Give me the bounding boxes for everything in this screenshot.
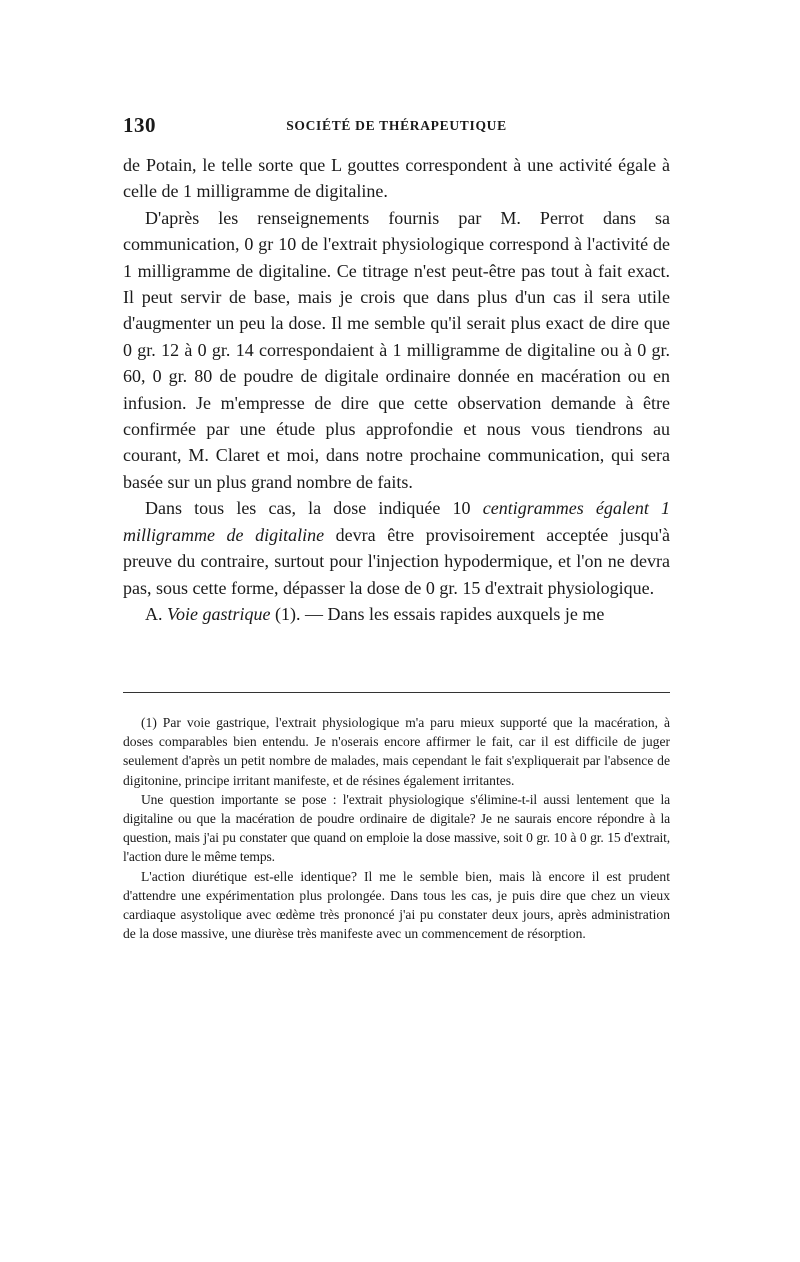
text-run: devra être provisoirement acceptée jusqu'à preuve du contraire, surtout pour l'injection hypodermique, et l'on ne devra pas, sous cette forme, dépasser la dose de 0 gr. 15 d'extrait physiologique.: [123, 524, 670, 598]
page-header: [123, 113, 670, 141]
paragraph: D'après les renseignements fournis par M. Perrot dans sa communication, 0 gr 10 de l'extrait physiologique correspond à l'activité de 1 milligramme de digitaline. Ce titrage n'est peut-être pas tout à fait exact. Il peut servir de base, mais je crois que dans plus d'un cas il sera utile d'augmenter un peu la dose. Il me semble qu'il serait plus exact de dire que 0 gr. 12 à 0 gr. 14 correspondaient à 1 milligramme de digitaline ou à 0 gr. 60, 0 gr. 80 de poudre de digitale ordinaire donnée en macération ou en infusion. Je m'empresse de dire que cette observation demande à être confirmée par une étude plus approfondie et nous vous tiendrons au courant, M. Claret et moi, dans notre prochaine communication, qui sera basée sur un plus grand nombre de faits.: [123, 207, 670, 492]
page-number: 130: [123, 113, 156, 137]
main-text: [123, 152, 670, 627]
footnote: L'action diurétique est-elle identique? Il me le semble bien, mais là encore il est prudent d'attendre une expérimentation plus prolongée. Dans tous les cas, je puis dire que chez un vieux cardiaque asystolique avec œdème très prononcé j'ai pu constater deux jours, après administration de la dose massive, une diurèse très manifeste avec un commencement de résorption.: [123, 868, 670, 942]
text-run: Dans tous les cas, la dose indiquée 10: [145, 498, 483, 519]
running-head: SOCIÉTÉ DE THÉRAPEUTIQUE: [286, 118, 507, 133]
footnote: Une question importante se pose : l'extrait physiologique s'élimine-t-il aussi lentement que la digitaline ou que la macération de poudre ordinaire de digitale? Je ne saurais encore répondre à la question, mais j'ai pu constater que quand on emploie la dose massive, soit 0 gr. 10 à 0 gr. 15 d'extrait, l'action dure le même temps.: [123, 791, 670, 865]
text-run: (1). — Dans les essais rapides auxquels je me: [270, 603, 605, 624]
footnote: (1) Par voie gastrique, l'extrait physiologique m'a paru mieux supporté que la macération, à doses comparables bien entendu. Je n'oserais encore affirmer le fait, car il est difficile de juger seulement d'après un petit nombre de malades, mais cependant le fait s'expliquerait par l'absence de digitonine, principe irritant manifeste, et de résines également irritantes.: [123, 715, 670, 788]
paragraph: de Potain, le telle sorte que L gouttes correspondent à une activité égale à celle de 1 milligramme de digitaline.: [123, 155, 670, 202]
footnote-divider: [123, 692, 670, 693]
section-paragraph: [123, 601, 670, 627]
section-label: A.: [145, 603, 167, 624]
paragraph: [123, 495, 670, 601]
footnotes: [123, 713, 670, 943]
section-title: Voie gastrique: [167, 603, 271, 624]
italic-phrase: centigrammes égalent 1 milligramme de digitaline: [123, 498, 670, 545]
